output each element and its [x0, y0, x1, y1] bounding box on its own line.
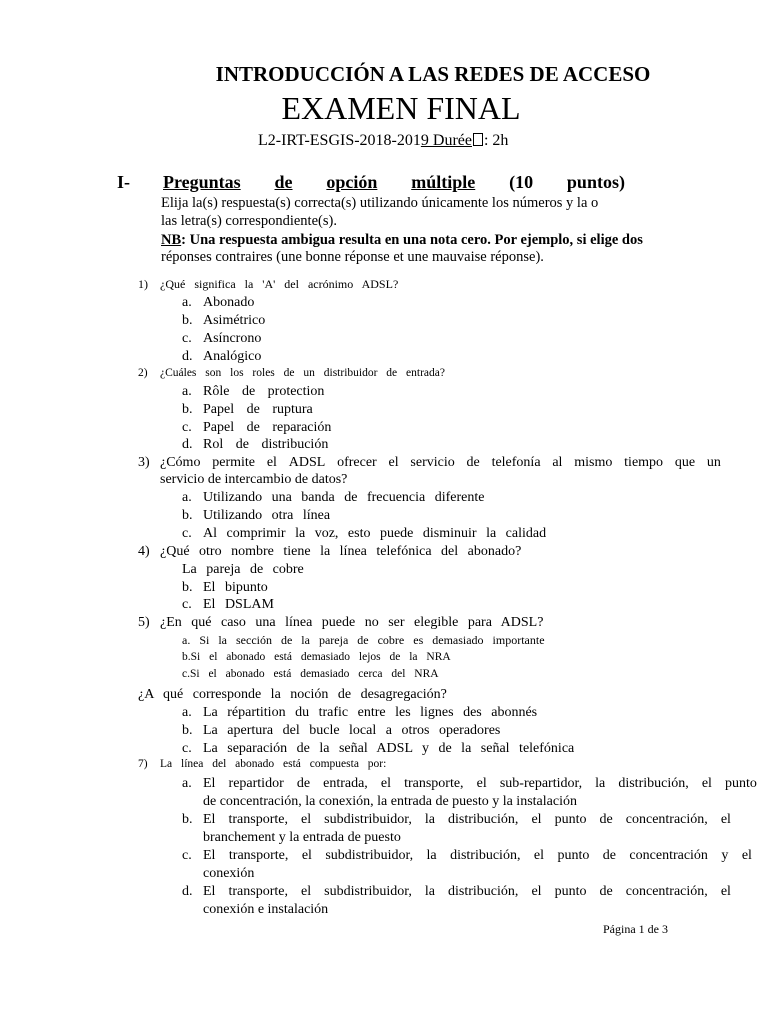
- word: el: [380, 776, 391, 791]
- word: El: [203, 848, 216, 863]
- word: el: [720, 812, 731, 827]
- word: El: [203, 884, 216, 899]
- word: la: [424, 884, 435, 899]
- option-text: c.Si el abonado está demasiado cerca del NRA: [182, 668, 439, 680]
- question-number: 7): [138, 758, 148, 770]
- word: distribución,: [448, 884, 519, 899]
- word: de: [599, 884, 613, 899]
- word: distribución,: [450, 848, 521, 863]
- word: ADSL: [288, 455, 326, 470]
- word: la: [595, 776, 606, 791]
- word: el: [301, 848, 312, 863]
- question-number: 2): [138, 367, 148, 379]
- instruction-line-2: las letra(s) correspondiente(s).: [161, 213, 337, 229]
- section-title: [163, 172, 625, 193]
- option-text-line-1: [203, 884, 731, 900]
- question-text: ¿Qué otro nombre tiene la línea telefónica del abonado?: [160, 544, 522, 559]
- question-text: ¿Cuáles son los roles de un distribuidor de entrada?: [160, 367, 445, 379]
- nb-note: [161, 232, 643, 249]
- option-letter: c.: [182, 420, 192, 435]
- option-letter: b.: [182, 580, 193, 595]
- word: el: [301, 812, 312, 827]
- section-title-word: múltiple: [411, 172, 476, 192]
- option-letter: c.: [182, 848, 192, 863]
- option-text-line-1: [203, 812, 731, 828]
- option-text: La pareja de cobre: [182, 562, 304, 577]
- nb-text: : Una respuesta ambigua resulta en una nota cero. Por ejemplo, si elige dos: [181, 232, 643, 248]
- option-letter: b.: [182, 723, 193, 738]
- question-number: 1): [138, 277, 148, 291]
- section-title-word: puntos): [566, 172, 625, 192]
- word: tiempo: [624, 455, 664, 470]
- option-letter: b.: [182, 402, 193, 417]
- option-letter: c.: [182, 526, 192, 541]
- option-text: Rôle de protection: [203, 384, 325, 399]
- word: repartidor: [228, 776, 284, 791]
- word: concentración,: [625, 884, 708, 899]
- word: punto: [725, 776, 757, 791]
- instruction-line-1: Elija la(s) respuesta(s) correcta(s) utilizando únicamente los números y la o: [161, 195, 599, 211]
- question-number: 4): [138, 544, 150, 559]
- option-text-line-1: [203, 848, 752, 864]
- exam-code-prefix: L2-IRT-ESGIS-2018-201: [258, 132, 421, 149]
- word: concentración: [629, 848, 708, 863]
- question-number: 3): [138, 455, 150, 470]
- question-number: 5): [138, 615, 150, 630]
- word: distribución,: [618, 776, 689, 791]
- word: El: [203, 812, 216, 827]
- option-text: Al comprimir la voz, esto puede disminuir la calidad: [203, 526, 547, 541]
- word: el: [531, 884, 542, 899]
- option-text-line-2: de concentración, la conexión, la entrada de puesto y la instalación: [203, 794, 577, 809]
- question-text-line-1: [160, 455, 721, 471]
- option-letter: a.: [182, 384, 192, 399]
- word: mismo: [574, 455, 613, 470]
- word: transporte,: [228, 884, 288, 899]
- word: servicio: [410, 455, 455, 470]
- word: transporte,: [228, 812, 288, 827]
- option-text: Papel de reparación: [203, 420, 332, 435]
- word: el: [301, 884, 312, 899]
- word: el: [388, 455, 399, 470]
- option-text: a. Si la sección de la pareja de cobre es demasiado importante: [182, 633, 545, 647]
- option-text-line-2: conexión: [203, 866, 255, 881]
- section-title-word: Preguntas: [163, 172, 241, 192]
- option-letter: a.: [182, 295, 192, 310]
- word: la: [426, 848, 437, 863]
- exam-title: EXAMEN FINAL: [281, 90, 521, 126]
- section-number: I-: [117, 172, 130, 192]
- word: transporte,: [228, 848, 289, 863]
- option-letter: d.: [182, 437, 193, 452]
- word: de: [466, 455, 480, 470]
- word: un: [706, 455, 721, 470]
- word: de: [599, 812, 613, 827]
- section-title-word: (10: [509, 172, 534, 192]
- exam-code-suffix: : 2h: [483, 132, 509, 149]
- option-letter: b.: [182, 313, 193, 328]
- word: telefonía: [491, 455, 541, 470]
- word: de: [602, 848, 616, 863]
- word: punto: [554, 884, 587, 899]
- option-text: El DSLAM: [203, 597, 274, 612]
- nb-note-line-2: réponses contraires (une bonne réponse et une mauvaise réponse).: [161, 249, 544, 265]
- option-text: b.Si el abonado está demasiado lejos de la NRA: [182, 651, 451, 663]
- option-text: Abonado: [203, 295, 255, 310]
- option-letter: a.: [182, 490, 192, 505]
- word: y: [721, 848, 729, 863]
- option-letter: a.: [182, 776, 192, 791]
- word: ¿Cómo: [160, 455, 201, 470]
- word: ofrecer: [337, 455, 377, 470]
- word: el: [720, 884, 731, 899]
- option-letter: b.: [182, 508, 193, 523]
- word: concentración,: [625, 812, 708, 827]
- question-text: La línea del abonado está compuesta por:: [160, 758, 387, 770]
- exam-code: [258, 132, 508, 150]
- word: el: [533, 848, 544, 863]
- option-text: Utilizando otra línea: [203, 508, 331, 523]
- option-text: El bipunto: [203, 580, 268, 595]
- missing-glyph-icon: [473, 133, 483, 146]
- word: al: [552, 455, 563, 470]
- option-text: La separación de la señal ADSL y de la señal telefónica: [203, 741, 575, 756]
- word: que: [674, 455, 696, 470]
- word: distribución,: [448, 812, 519, 827]
- word: la: [424, 812, 435, 827]
- question-text: ¿A qué corresponde la noción de desagregación?: [138, 687, 447, 702]
- nb-label: NB: [161, 232, 182, 248]
- option-text: Analógico: [203, 349, 262, 364]
- word: de: [296, 776, 311, 791]
- option-text: Papel de ruptura: [203, 402, 313, 417]
- page-number: Página 1 de 3: [603, 922, 668, 936]
- word: sub-repartidor,: [499, 776, 583, 791]
- option-text-line-2: branchement y la entrada de puesto: [203, 830, 401, 845]
- course-title: INTRODUCCIÓN A LAS REDES DE ACCESO: [215, 62, 651, 86]
- option-text: Asimétrico: [203, 313, 266, 328]
- question-text-line-2: servicio de intercambio de datos?: [160, 472, 348, 487]
- word: subdistribuidor,: [325, 848, 414, 863]
- word: el: [741, 848, 752, 863]
- option-text-line-1: [203, 776, 757, 792]
- word: punto: [557, 848, 590, 863]
- option-letter: c.: [182, 741, 192, 756]
- option-letter: d.: [182, 884, 193, 899]
- word: permite: [212, 455, 256, 470]
- option-letter: d.: [182, 349, 193, 364]
- word: el: [701, 776, 712, 791]
- word: el: [531, 812, 542, 827]
- option-text-line-2: conexión e instalación: [203, 902, 329, 917]
- word: el: [266, 455, 277, 470]
- option-letter: c.: [182, 331, 192, 346]
- word: subdistribuidor,: [324, 884, 412, 899]
- option-text: Utilizando una banda de frecuencia diferente: [203, 490, 485, 505]
- question-text: ¿Qué significa la 'A' del acrónimo ADSL?: [160, 277, 399, 291]
- option-letter: a.: [182, 705, 192, 720]
- option-text: La apertura del bucle local a otros operadores: [203, 723, 501, 738]
- question-text: ¿En qué caso una línea puede no ser elegible para ADSL?: [160, 615, 544, 630]
- section-title-word: de: [274, 172, 293, 192]
- option-letter: c.: [182, 597, 192, 612]
- section-title-word: opción: [326, 172, 378, 192]
- option-text: Asíncrono: [203, 331, 262, 346]
- option-text: Rol de distribución: [203, 437, 329, 452]
- word: entrada,: [323, 776, 368, 791]
- word: punto: [554, 812, 587, 827]
- word: el: [476, 776, 487, 791]
- word: transporte,: [404, 776, 464, 791]
- word: subdistribuidor,: [324, 812, 412, 827]
- option-letter: b.: [182, 812, 193, 827]
- word: El: [203, 776, 216, 791]
- exam-code-underlined: 9 Durée: [420, 132, 472, 149]
- option-text: La répartition du trafic entre les lignes des abonnés: [203, 705, 538, 720]
